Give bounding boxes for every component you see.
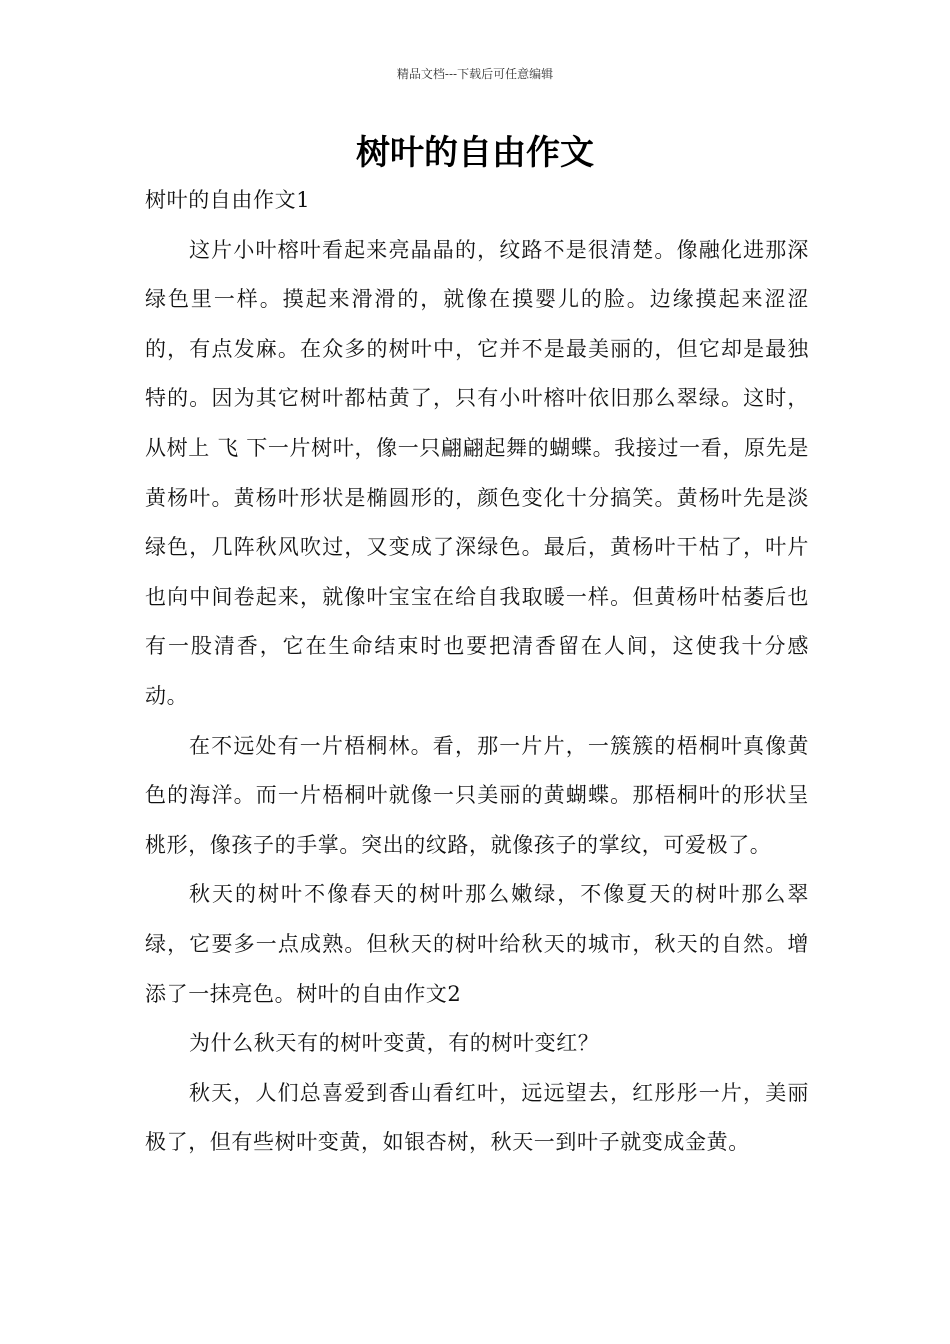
paragraph: 这片小叶榕叶看起来亮晶晶的，纹路不是很清楚。像融化进那深绿色里一样。摸起来滑滑的，就像在摸婴儿的脸。边缘摸起来涩涩的，有点发麻。在众多的树叶中，它并不是最美丽的，但它却是最独特的。因为其它树叶都枯黄了，只有小叶榕叶依旧那么翠绿。这时，从树上 飞 下一片树叶，像一只翩翩起舞的蝴蝶。我接过一看，原先是黄杨叶。黄杨叶形状是椭圆形的，颜色变化十分搞笑。黄杨叶先是淡绿色，几阵秋风吹过，又变成了深绿色。最后，黄杨叶干枯了，叶片也向中间卷起来，就像叶宝宝在给自我取暖一样。但黄杨叶枯萎后也有一股清香，它在生命结束时也要把清香留在人间，这使我十分感动。: [145, 237, 809, 708]
paragraph: 秋天的树叶不像春天的树叶那么嫩绿，不像夏天的树叶那么翠绿，它要多一点成熟。但秋天的树叶给秋天的城市，秋天的自然。增添了一抹亮色。树叶的自由作文2: [145, 882, 809, 1006]
document-body: [145, 176, 809, 1168]
paragraph: 秋天，人们总喜爱到香山看红叶，远远望去，红彤彤一片，美丽极了，但有些树叶变黄，如银杏树，秋天一到叶子就变成金黄。: [145, 1080, 809, 1155]
document-title: 树叶的自由作文: [356, 133, 594, 173]
paragraph: 为什么秋天有的树叶变黄，有的树叶变红？: [189, 1031, 600, 1056]
section-heading-1: 树叶的自由作文1: [145, 188, 311, 212]
paragraph: 在不远处有一片梧桐林。看，那一片片，一簇簇的梧桐叶真像黄色的海洋。而一片梧桐叶就像一只美丽的黄蝴蝶。那梧桐叶的形状呈桃形，像孩子的手掌。突出的纹路，就像孩子的掌纹，可爱极了。: [145, 733, 809, 857]
page-header: 精品文档---下载后可任意编辑: [396, 67, 554, 81]
